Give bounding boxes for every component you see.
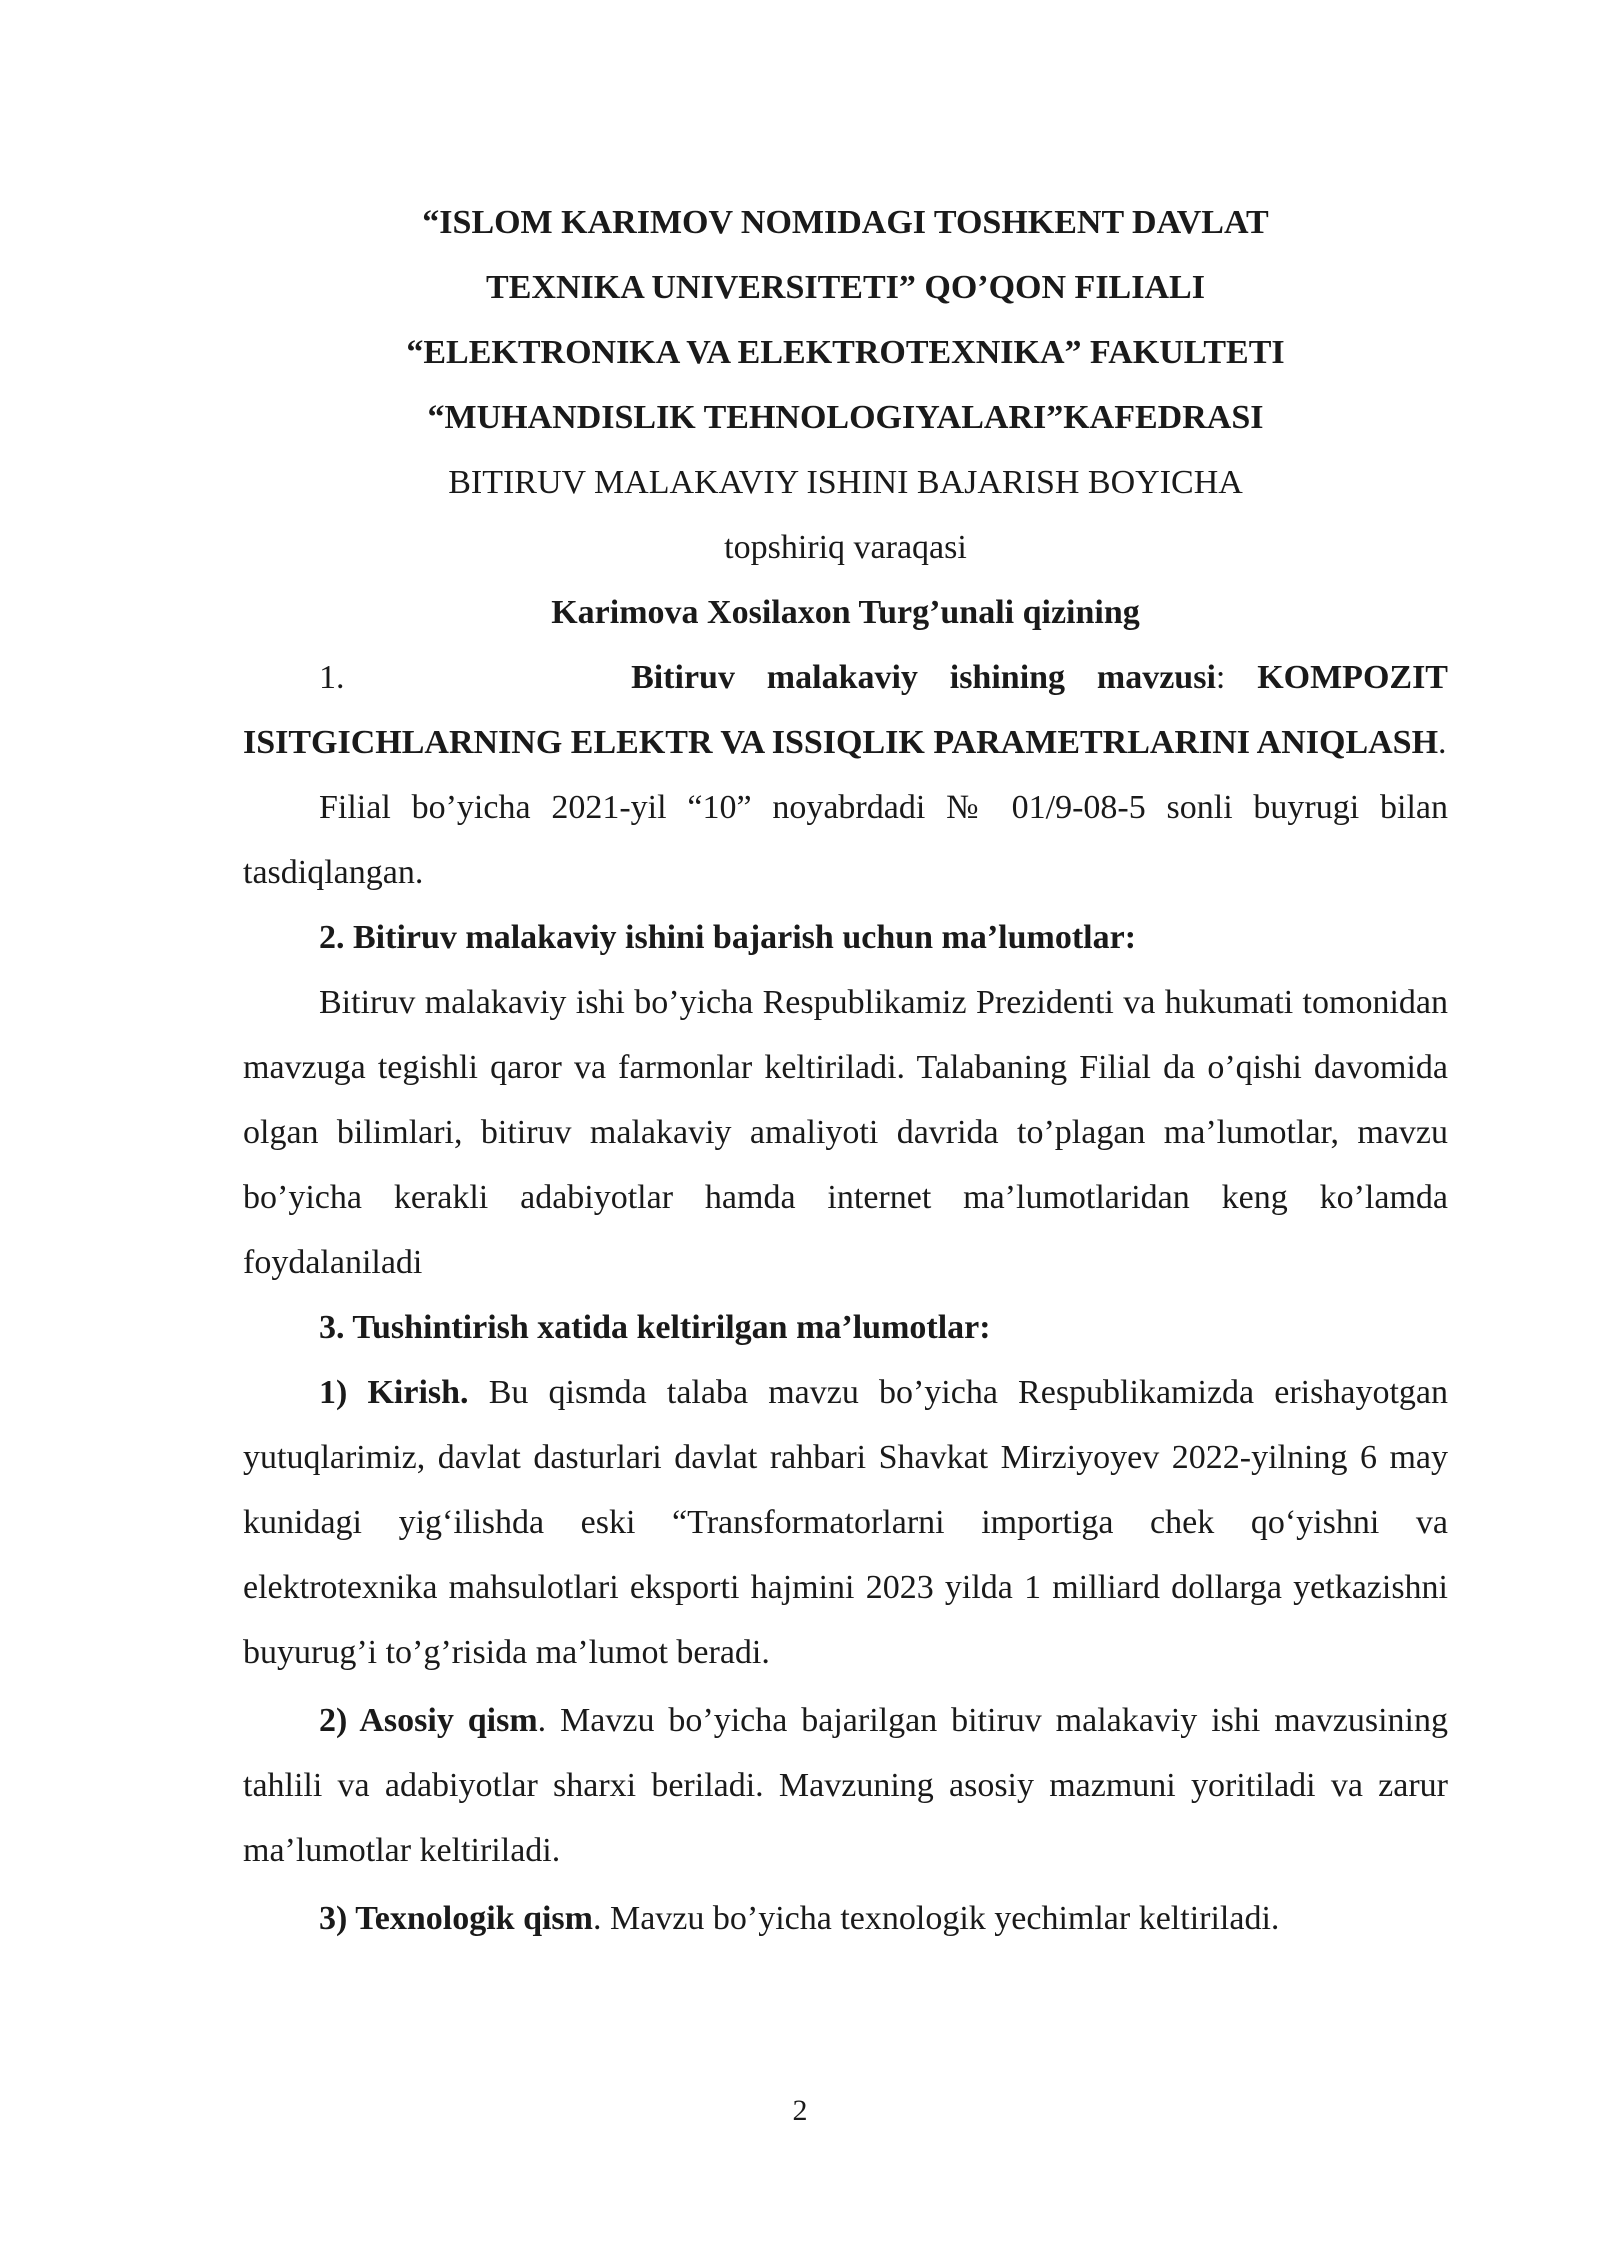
header-line-3: “ELEKTRONIKA VA ELEKTROTEXNIKA” FAKULTETI [406, 334, 1285, 371]
section-1-topic: 1. Bitiruv malakaviy ishining mavzusi: KOMPOZIT ISITGICHLARNING ELEKTR VA ISSIQLIK PARAMETRLARINI ANIQLASH. [243, 659, 1448, 761]
section-3-item-1 [243, 1360, 1448, 1685]
section-1-topic-text: KOMPOZIT ISITGICHLARNING ELEKTR VA ISSIQLIK PARAMETRLARINI ANIQLASH [243, 659, 1448, 761]
item-1-label: 1) Kirish. [319, 1374, 469, 1411]
section-2-text: Bitiruv malakaviy ishi bo’yicha Respublikamiz Prezidenti va hukumati tomonidan mavzuga tegishli qaror va farmonlar keltiriladi. Talabaning Filial da o’qishi davomida olgan bilimlari, bitiruv malakaviy amaliyoti davrida to’plagan ma’lumotlar, mavzu bo’yicha kerakli adabiyotlar hamda internet ma’lumotlaridan keng ko’lamda foydalaniladi [243, 984, 1448, 1281]
header-line-2: TEXNIKA UNIVERSITETI” QO’QON FILIALI [486, 269, 1205, 306]
section-3-heading: 3. Tushintirish xatida keltirilgan ma’lumotlar: [319, 1309, 991, 1346]
header-line-5: BITIRUV MALAKAVIY ISHINI BAJARISH BOYICHA [448, 464, 1243, 501]
page-number: 2 [792, 2094, 808, 2127]
section-3-item-3 [243, 1886, 1448, 1951]
item-2-label: 2) Asosiy qism [319, 1702, 538, 1739]
header-line-1: “ISLOM KARIMOV NOMIDAGI TOSHKENT DAVLAT [422, 204, 1269, 241]
student-name: Karimova Xosilaxon Turg’unali qizining [551, 594, 1140, 631]
section-2-heading: 2. Bitiruv malakaviy ishini bajarish uchun ma’lumotlar: [319, 919, 1137, 956]
section-3-item-2 [243, 1688, 1448, 1883]
section-1-approval: Filial bo’yicha 2021-yil “10” noyabrdadi № 01/9-08-5 sonli buyrugi bilan tasdiqlangan. [243, 789, 1448, 891]
header-line-4: “MUHANDISLIK TEHNOLOGIYALARI”KAFEDRASI [427, 399, 1264, 436]
item-3-text: . Mavzu bo’yicha texnologik yechimlar keltiriladi. [592, 1900, 1280, 1937]
item-2-text: . Mavzu bo’yicha bajarilgan bitiruv malakaviy ishi mavzusining tahlili va adabiyotlar sharxi beriladi. Mavzuning asosiy mazmuni yoritiladi va zarur ma’lumotlar keltiriladi. [243, 1702, 1448, 1869]
section-1-label: Bitiruv malakaviy ishining mavzusi [631, 659, 1216, 696]
header-line-6: topshiriq varaqasi [724, 529, 967, 566]
section-1-number: 1. [319, 659, 345, 696]
item-3-label: 3) Texnologik qism [319, 1900, 593, 1937]
document-page [243, 190, 1448, 1951]
item-1-text: Bu qismda talaba mavzu bo’yicha Respublikamizda erishayotgan yutuqlarimiz, davlat dasturlari davlat rahbari Shavkat Mirziyoyev 2022-yilning 6 may kunidagi yig‘ilishda eski “Transformatorlarni importiga chek qo‘yishni va elektrotexnika mahsulotlari eksporti hajmini 2023 yilda 1 milliard dollarga yetkazishni buyurug’i to’g’risida ma’lumot beradi. [243, 1374, 1448, 1671]
